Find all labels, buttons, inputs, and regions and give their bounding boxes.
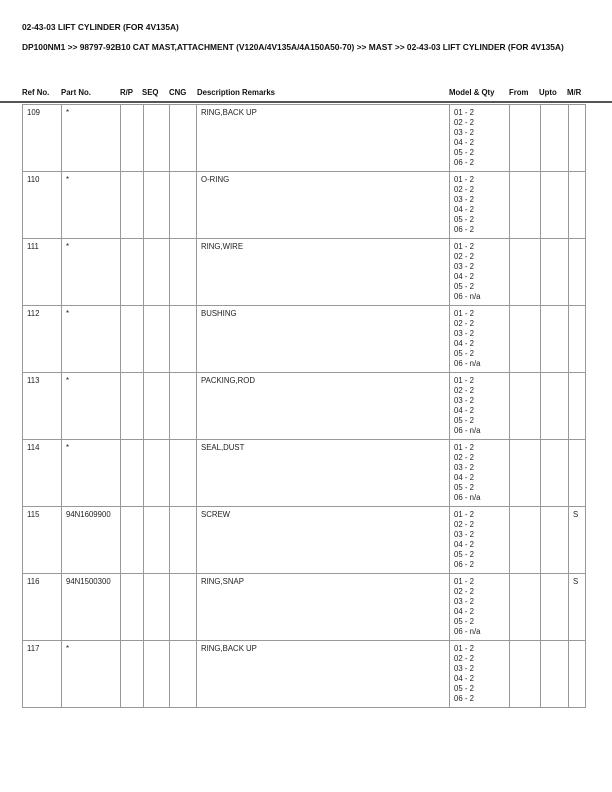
model-qty-line: 02 - 2 (454, 520, 474, 530)
model-qty-line: 01 - 2 (454, 577, 474, 586)
ref-no-cell: 117 (23, 641, 62, 708)
model-qty-line: 02 - 2 (454, 252, 474, 262)
model-qty-line: 03 - 2 (454, 396, 474, 406)
model-qty-line: 04 - 2 (454, 674, 474, 684)
description-cell: BUSHING (197, 306, 450, 373)
from-cell (510, 507, 541, 574)
header-rp: R/P (120, 88, 133, 97)
model-qty-line: 06 - n/a (454, 426, 481, 436)
model-qty-line: 05 - 2 (454, 550, 474, 560)
model-qty-line: 05 - 2 (454, 148, 474, 158)
header-ref-no: Ref No. (22, 88, 50, 97)
rp-cell (121, 507, 144, 574)
part-no-cell: 94N1609900 (62, 507, 121, 574)
part-no-cell: * (62, 239, 121, 306)
rp-cell (121, 105, 144, 172)
header-description: Description Remarks (197, 88, 275, 97)
table-row (23, 172, 586, 239)
model-qty-line: 01 - 2 (454, 175, 474, 184)
mr-cell (569, 440, 586, 507)
breadcrumb: DP100NM1 >> 98797-92B10 CAT MAST,ATTACHMENT (V120A/4V135A/4A150A50-70) >> MAST >> 02-43-03 LIFT CYLINDER (FOR 4V135A) (22, 42, 564, 52)
table-row (23, 440, 586, 507)
cng-cell (170, 373, 197, 440)
model-qty-line: 02 - 2 (454, 185, 474, 195)
description-cell: RING,SNAP (197, 574, 450, 641)
upto-cell (541, 507, 569, 574)
model-qty-line: 04 - 2 (454, 473, 474, 483)
model-qty-line: 06 - n/a (454, 493, 481, 503)
parts-table (22, 104, 586, 708)
ref-no-cell: 115 (23, 507, 62, 574)
header-from: From (509, 88, 529, 97)
header-cng: CNG (169, 88, 187, 97)
seq-cell (144, 306, 170, 373)
seq-cell (144, 105, 170, 172)
model-qty-line: 05 - 2 (454, 617, 474, 627)
model-qty-line: 04 - 2 (454, 272, 474, 282)
header-seq: SEQ (142, 88, 159, 97)
ref-no-cell: 113 (23, 373, 62, 440)
ref-no-cell: 116 (23, 574, 62, 641)
model-qty-line: 03 - 2 (454, 128, 474, 138)
cng-cell (170, 507, 197, 574)
model-qty-line: 05 - 2 (454, 215, 474, 225)
model-qty-line: 03 - 2 (454, 262, 474, 272)
from-cell (510, 574, 541, 641)
description-cell: PACKING,ROD (197, 373, 450, 440)
model-qty-line: 04 - 2 (454, 138, 474, 148)
upto-cell (541, 306, 569, 373)
model-qty-line: 05 - 2 (454, 282, 474, 292)
model-qty-line: 03 - 2 (454, 597, 474, 607)
upto-cell (541, 105, 569, 172)
from-cell (510, 172, 541, 239)
model-qty-line: 03 - 2 (454, 530, 474, 540)
cng-cell (170, 105, 197, 172)
description-cell: RING,BACK UP (197, 641, 450, 708)
header-mr: M/R (567, 88, 582, 97)
table-row (23, 105, 586, 172)
from-cell (510, 373, 541, 440)
part-no-cell: * (62, 440, 121, 507)
model-qty-line: 06 - 2 (454, 225, 474, 235)
from-cell (510, 306, 541, 373)
part-no-cell: * (62, 172, 121, 239)
cng-cell (170, 641, 197, 708)
header-upto: Upto (539, 88, 557, 97)
part-no-cell: * (62, 641, 121, 708)
upto-cell (541, 574, 569, 641)
cng-cell (170, 306, 197, 373)
header-divider (0, 101, 612, 103)
rp-cell (121, 239, 144, 306)
model-qty-line: 06 - n/a (454, 359, 481, 369)
part-no-cell: * (62, 306, 121, 373)
model-qty-line: 04 - 2 (454, 406, 474, 416)
model-qty-line: 05 - 2 (454, 483, 474, 493)
mr-cell (569, 641, 586, 708)
ref-no-cell: 110 (23, 172, 62, 239)
model-qty-line: 06 - 2 (454, 560, 474, 570)
table-row (23, 373, 586, 440)
model-qty-cell (450, 239, 510, 306)
model-qty-line: 04 - 2 (454, 205, 474, 215)
description-cell: SCREW (197, 507, 450, 574)
model-qty-line: 04 - 2 (454, 540, 474, 550)
header-model-qty: Model & Qty (449, 88, 495, 97)
description-cell: RING,BACK UP (197, 105, 450, 172)
model-qty-cell (450, 172, 510, 239)
cng-cell (170, 172, 197, 239)
mr-cell (569, 239, 586, 306)
model-qty-line: 01 - 2 (454, 242, 474, 251)
rp-cell (121, 641, 144, 708)
model-qty-line: 04 - 2 (454, 339, 474, 349)
seq-cell (144, 373, 170, 440)
seq-cell (144, 172, 170, 239)
rp-cell (121, 440, 144, 507)
table-row (23, 641, 586, 708)
ref-no-cell: 112 (23, 306, 62, 373)
model-qty-line: 01 - 2 (454, 644, 474, 653)
model-qty-line: 05 - 2 (454, 349, 474, 359)
model-qty-cell (450, 507, 510, 574)
description-cell: RING,WIRE (197, 239, 450, 306)
model-qty-line: 05 - 2 (454, 684, 474, 694)
model-qty-cell (450, 306, 510, 373)
model-qty-line: 02 - 2 (454, 654, 474, 664)
model-qty-line: 02 - 2 (454, 386, 474, 396)
page-title: 02-43-03 LIFT CYLINDER (FOR 4V135A) (22, 22, 179, 32)
cng-cell (170, 239, 197, 306)
model-qty-line: 01 - 2 (454, 309, 474, 318)
from-cell (510, 105, 541, 172)
mr-cell (569, 306, 586, 373)
table-header (0, 88, 612, 102)
model-qty-line: 02 - 2 (454, 319, 474, 329)
from-cell (510, 239, 541, 306)
model-qty-cell (450, 574, 510, 641)
mr-cell: S (569, 574, 586, 641)
parts-table-body (23, 105, 586, 708)
model-qty-line: 03 - 2 (454, 463, 474, 473)
model-qty-cell (450, 105, 510, 172)
header-part-no: Part No. (61, 88, 91, 97)
seq-cell (144, 440, 170, 507)
part-no-cell: 94N1500300 (62, 574, 121, 641)
mr-cell (569, 172, 586, 239)
model-qty-line: 02 - 2 (454, 587, 474, 597)
model-qty-line: 06 - n/a (454, 627, 481, 637)
upto-cell (541, 172, 569, 239)
from-cell (510, 641, 541, 708)
cng-cell (170, 440, 197, 507)
model-qty-line: 01 - 2 (454, 376, 474, 385)
table-row (23, 239, 586, 306)
upto-cell (541, 373, 569, 440)
ref-no-cell: 114 (23, 440, 62, 507)
rp-cell (121, 306, 144, 373)
table-row (23, 306, 586, 373)
model-qty-line: 06 - 2 (454, 694, 474, 704)
table-row (23, 507, 586, 574)
model-qty-line: 01 - 2 (454, 443, 474, 452)
model-qty-line: 04 - 2 (454, 607, 474, 617)
cng-cell (170, 574, 197, 641)
model-qty-cell (450, 440, 510, 507)
ref-no-cell: 109 (23, 105, 62, 172)
model-qty-line: 03 - 2 (454, 329, 474, 339)
mr-cell (569, 105, 586, 172)
model-qty-line: 03 - 2 (454, 664, 474, 674)
from-cell (510, 440, 541, 507)
rp-cell (121, 172, 144, 239)
description-cell: O-RING (197, 172, 450, 239)
model-qty-line: 03 - 2 (454, 195, 474, 205)
seq-cell (144, 641, 170, 708)
seq-cell (144, 239, 170, 306)
table-row (23, 574, 586, 641)
description-cell: SEAL,DUST (197, 440, 450, 507)
upto-cell (541, 641, 569, 708)
model-qty-line: 01 - 2 (454, 108, 474, 117)
model-qty-cell (450, 373, 510, 440)
model-qty-line: 05 - 2 (454, 416, 474, 426)
model-qty-line: 01 - 2 (454, 510, 474, 519)
seq-cell (144, 507, 170, 574)
seq-cell (144, 574, 170, 641)
upto-cell (541, 239, 569, 306)
ref-no-cell: 111 (23, 239, 62, 306)
rp-cell (121, 373, 144, 440)
mr-cell: S (569, 507, 586, 574)
model-qty-line: 02 - 2 (454, 453, 474, 463)
part-no-cell: * (62, 373, 121, 440)
rp-cell (121, 574, 144, 641)
mr-cell (569, 373, 586, 440)
model-qty-cell (450, 641, 510, 708)
model-qty-line: 02 - 2 (454, 118, 474, 128)
part-no-cell: * (62, 105, 121, 172)
model-qty-line: 06 - n/a (454, 292, 481, 302)
upto-cell (541, 440, 569, 507)
model-qty-line: 06 - 2 (454, 158, 474, 168)
